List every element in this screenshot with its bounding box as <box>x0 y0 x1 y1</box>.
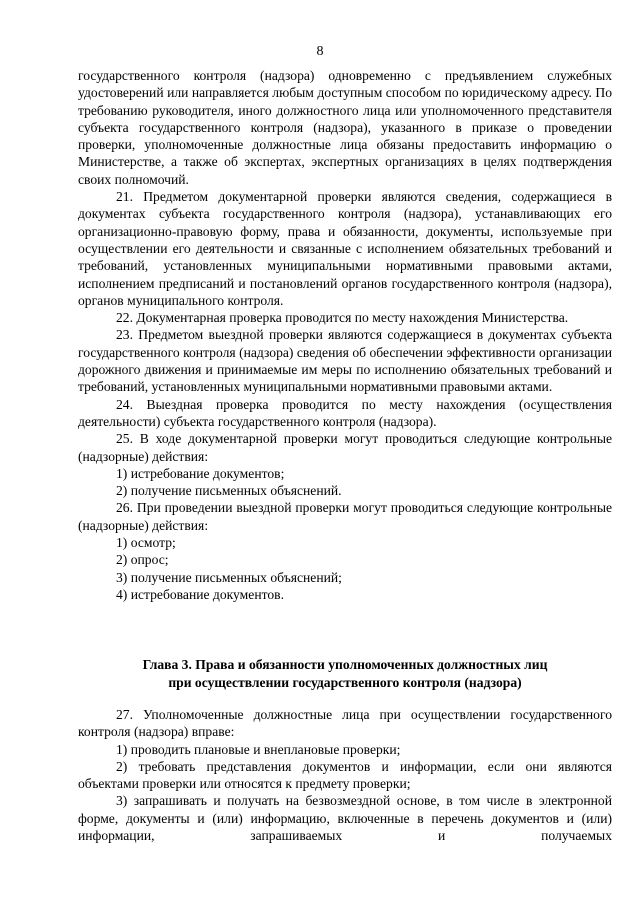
paragraph-25: 25. В ходе документарной проверки могут проводиться следующие контрольные (надзорные) действия: <box>78 431 612 464</box>
list-item: 3) запрашивать и получать на безвозмездной основе, в том числе в электронной форме, документы и (или) информацию, включенные в перечень документов и (или) информации, запрашиваемых и получаемых <box>78 793 612 844</box>
list-item: 1) проводить плановые и внеплановые проверки; <box>116 741 401 757</box>
chapter-heading <box>78 656 612 692</box>
body-text-upper <box>78 67 612 603</box>
paragraph-23: 23. Предметом выездной проверки являются содержащиеся в документах субъекта государственного контроля (надзора) сведения об обеспечении эффективности организации дорожного движения и принимаемые им меры по исполнению обязательных требований и требований, установленных муниципальными нормативными правовыми актами. <box>78 327 612 395</box>
paragraph-22: 22. Документарная проверка проводится по месту нахождения Министерства. <box>116 310 569 326</box>
list-item: 2) получение письменных объяснений. <box>116 483 342 499</box>
chapter-heading-line1: Глава 3. Права и обязанности уполномоченных должностных лиц <box>142 657 548 672</box>
list-item: 2) опрос; <box>116 552 169 568</box>
paragraph-continuation: государственного контроля (надзора) одновременно с предъявлением служебных удостоверений или направляется любым доступным способом по юридическому адресу. По требованию руководителя, иного должностного лица или уполномоченного представителя субъекта государственного контроля (надзора), указанного в приказе о проведении проверки, уполномоченные должностные лица обязаны предоставить информацию о Министерстве, а также об экспертах, экспертных организациях в целях подтверждения своих полномочий. <box>78 68 612 187</box>
paragraph-24: 24. Выездная проверка проводится по месту нахождения (осуществления деятельности) субъекта государственного контроля (надзора). <box>78 396 612 429</box>
chapter-heading-line2: при осуществлении государственного контроля (надзора) <box>168 675 522 690</box>
list-item: 3) получение письменных объяснений; <box>116 569 342 585</box>
list-item: 1) истребование документов; <box>116 465 285 481</box>
list-item: 1) осмотр; <box>116 535 176 551</box>
list-item: 4) истребование документов. <box>116 586 284 602</box>
page-number: 8 <box>316 44 324 59</box>
body-text-lower <box>78 706 612 844</box>
paragraph-21: 21. Предметом документарной проверки являются сведения, содержащиеся в документах субъекта государственного контроля (надзора), устанавливающих его организационно-правовую форму, права и обязанности, документы, используемые при осуществлении его деятельности и связанные с исполнением обязательных требований и требований, установленных муниципальными нормативными правовыми актами, исполнением предписаний и постановлений органов государственного контроля (надзора), органов муниципального контроля. <box>78 189 612 308</box>
paragraph-27: 27. Уполномоченные должностные лица при осуществлении государственного контроля (надзора) вправе: <box>78 707 612 740</box>
list-item: 2) требовать представления документов и информации, если они являются объектами проверки или относятся к предмету проверки; <box>78 758 612 792</box>
paragraph-26: 26. При проведении выездной проверки могут проводиться следующие контрольные (надзорные) действия: <box>78 500 612 533</box>
